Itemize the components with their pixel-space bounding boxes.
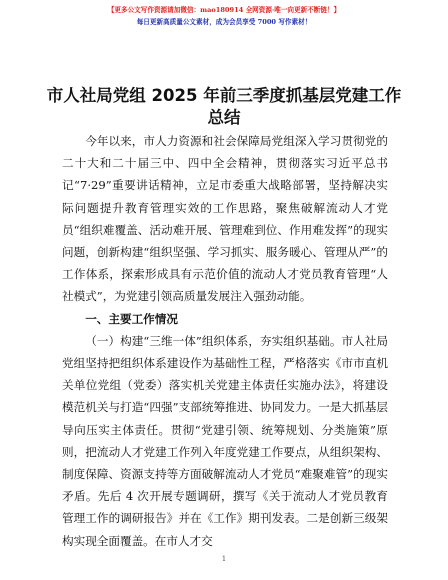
section-heading: 一、主要工作情况 xyxy=(85,311,178,326)
promo-banner xyxy=(0,4,448,28)
page-number: 1 xyxy=(221,555,227,563)
section-paragraph: （一）构建“三维一体”组织体系，夯实组织基础。市人社局党组坚持把组织体系建设作为基础性工程，严格落实《市市直机关单位党组（党委）落实机关党建主体责任实施办法》，将建设模范机关与打造“四强”支部统筹推进、协同发力。一是大抓基层导向压实主体责任。贯彻“党建引领、统筹规划、分类施策”原则，把流动人才党建工作列入年度党建工作要点，从组织架构、制度保障、资源支持等方面破解流动人才党员“难聚难管”的现实矛盾。先后 4 次开展专题调研，撰写《关于流动人才党员教育管理工作的调研报告》并在《工作》期刊发表。二是创新三级架构实现全面覆盖。在市人才交 xyxy=(62,333,388,548)
promo-banner-line-2: 每日更新高质量公文素材，成为会员享受 7000 写作素材！ xyxy=(136,18,312,26)
document-title: 市人社局党组 2025 年前三季度抓基层党建工作总结 xyxy=(46,86,402,127)
promo-banner-line-1: 【更多公文写作资源请加微信：mao180914 全网资源·唯一向更新不断链！】 xyxy=(107,6,341,14)
intro-paragraph: 今年以来，市人力资源和社会保障局党组深入学习贯彻党的二十大和二十届三中、四中全会精神，贯彻落实习近平总书记“7·29”重要讲话精神，立足市委重大战略部署，坚持解决实际问题提升教育管理实效的工作思路，聚焦破解流动人才党员“组织难覆盖、活动难开展、管理难到位、作用难发挥”的现实问题，创新构建“组织坚强、学习抓实、服务暖心、管理从严”的工作体系，探索形成具有示范价值的流动人才党员教育管理“人社模式”，为党建引领高质量发展注入强劲动能。 xyxy=(62,134,388,304)
document-body xyxy=(62,130,388,552)
